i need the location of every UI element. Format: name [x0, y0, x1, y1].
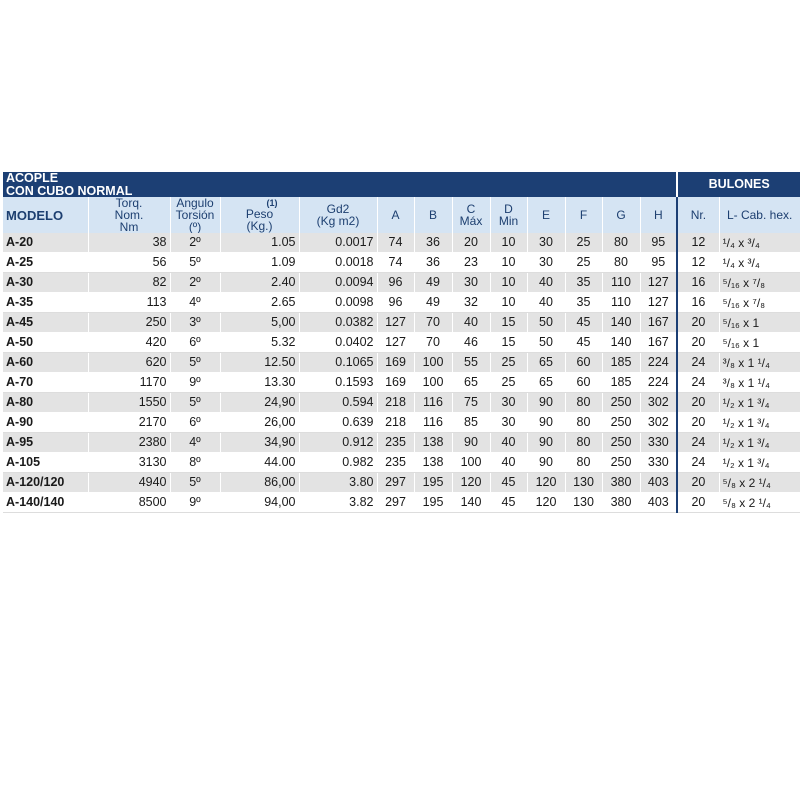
cell-modelo: A-30 — [3, 273, 88, 293]
cell-torq: 620 — [88, 353, 170, 373]
cell-lcab: ¹/₄ x ³/₄ — [719, 233, 800, 253]
cell-angulo: 4º — [170, 433, 220, 453]
cell-a: 297 — [377, 473, 414, 493]
cell-g: 380 — [602, 473, 640, 493]
cell-c: 140 — [452, 493, 490, 513]
cell-peso: 44.00 — [220, 453, 299, 473]
header-d-l1: D — [504, 202, 513, 216]
cell-lcab: ¹/₂ x 1 ³/₄ — [719, 433, 800, 453]
cell-gd2: 0.0094 — [299, 273, 377, 293]
cell-h: 167 — [640, 333, 677, 353]
header-d-l2: Min — [498, 214, 519, 228]
cell-c: 75 — [452, 393, 490, 413]
cell-c: 90 — [452, 433, 490, 453]
table-row — [3, 333, 800, 353]
cell-peso: 5.32 — [220, 333, 299, 353]
cell-angulo: 6º — [170, 413, 220, 433]
cell-a: 74 — [377, 253, 414, 273]
cell-e: 30 — [527, 253, 565, 273]
cell-e: 90 — [527, 413, 565, 433]
cell-b: 100 — [414, 353, 452, 373]
cell-lcab: ¹/₂ x 1 ³/₄ — [719, 413, 800, 433]
table-row — [3, 273, 800, 293]
cell-d: 10 — [490, 273, 527, 293]
header-c-l1: C — [466, 202, 476, 216]
cell-angulo: 5º — [170, 253, 220, 273]
cell-peso: 1.05 — [220, 233, 299, 253]
header-b: B — [414, 197, 452, 233]
cell-gd2: 0.982 — [299, 453, 377, 473]
cell-f: 130 — [565, 473, 602, 493]
table-row — [3, 233, 800, 253]
cell-f: 80 — [565, 453, 602, 473]
cell-a: 96 — [377, 273, 414, 293]
cell-lcab: ⁵/₈ x 2 ¹/₄ — [719, 493, 800, 513]
cell-b: 36 — [414, 253, 452, 273]
cell-modelo: A-90 — [3, 413, 88, 433]
header-h: H — [640, 197, 677, 233]
cell-lcab: ¹/₂ x 1 ³/₄ — [719, 453, 800, 473]
cell-nr: 20 — [677, 413, 719, 433]
cell-angulo: 3º — [170, 313, 220, 333]
cell-b: 138 — [414, 453, 452, 473]
cell-gd2: 0.912 — [299, 433, 377, 453]
cell-c: 23 — [452, 253, 490, 273]
cell-g: 185 — [602, 373, 640, 393]
cell-b: 195 — [414, 473, 452, 493]
cell-lcab: ³/₈ x 1 ¹/₄ — [719, 353, 800, 373]
header-gd2-l2: (Kg m2) — [316, 214, 360, 228]
header-gd2 — [299, 197, 377, 233]
cell-b: 70 — [414, 313, 452, 333]
header-nr: Nr. — [677, 197, 719, 233]
cell-angulo: 5º — [170, 353, 220, 373]
cell-gd2: 0.0018 — [299, 253, 377, 273]
header-torq-l2: Nom. — [114, 208, 144, 222]
cell-gd2: 0.639 — [299, 413, 377, 433]
cell-b: 36 — [414, 233, 452, 253]
cell-h: 167 — [640, 313, 677, 333]
cell-modelo: A-95 — [3, 433, 88, 453]
header-angulo-l3: (º) — [188, 220, 202, 233]
cell-peso: 5,00 — [220, 313, 299, 333]
cell-h: 330 — [640, 453, 677, 473]
cell-e: 65 — [527, 353, 565, 373]
cell-torq: 420 — [88, 333, 170, 353]
cell-nr: 12 — [677, 253, 719, 273]
header-angulo — [170, 197, 220, 233]
cell-gd2: 0.0098 — [299, 293, 377, 313]
coupling-spec-table — [3, 172, 800, 513]
cell-torq: 1550 — [88, 393, 170, 413]
cell-h: 127 — [640, 273, 677, 293]
cell-angulo: 6º — [170, 333, 220, 353]
cell-a: 235 — [377, 453, 414, 473]
cell-modelo: A-20 — [3, 233, 88, 253]
cell-d: 30 — [490, 413, 527, 433]
cell-nr: 20 — [677, 473, 719, 493]
header-e: E — [527, 197, 565, 233]
cell-torq: 8500 — [88, 493, 170, 513]
table-row — [3, 433, 800, 453]
cell-g: 250 — [602, 393, 640, 413]
cell-f: 45 — [565, 313, 602, 333]
cell-nr: 20 — [677, 393, 719, 413]
cell-lcab: ⁵/₁₆ x ⁷/₈ — [719, 293, 800, 313]
cell-nr: 24 — [677, 373, 719, 393]
cell-e: 90 — [527, 393, 565, 413]
cell-lcab: ¹/₄ x ³/₄ — [719, 253, 800, 273]
cell-h: 403 — [640, 473, 677, 493]
cell-d: 25 — [490, 353, 527, 373]
cell-e: 65 — [527, 373, 565, 393]
cell-torq: 2170 — [88, 413, 170, 433]
cell-angulo: 9º — [170, 493, 220, 513]
cell-c: 55 — [452, 353, 490, 373]
table-row — [3, 493, 800, 513]
cell-peso: 86,00 — [220, 473, 299, 493]
cell-b: 138 — [414, 433, 452, 453]
cell-c: 100 — [452, 453, 490, 473]
cell-f: 80 — [565, 433, 602, 453]
cell-nr: 20 — [677, 493, 719, 513]
header-d — [490, 197, 527, 233]
header-modelo: MODELO — [3, 197, 88, 233]
cell-gd2: 0.1593 — [299, 373, 377, 393]
cell-h: 302 — [640, 413, 677, 433]
cell-gd2: 0.0402 — [299, 333, 377, 353]
cell-a: 169 — [377, 353, 414, 373]
title-line-2: CON CUBO NORMAL — [6, 183, 133, 197]
title-row — [3, 172, 800, 197]
cell-g: 110 — [602, 273, 640, 293]
table-row — [3, 373, 800, 393]
cell-b: 116 — [414, 413, 452, 433]
cell-gd2: 0.0382 — [299, 313, 377, 333]
cell-angulo: 8º — [170, 453, 220, 473]
cell-h: 330 — [640, 433, 677, 453]
cell-c: 85 — [452, 413, 490, 433]
cell-g: 185 — [602, 353, 640, 373]
cell-peso: 2.40 — [220, 273, 299, 293]
cell-e: 30 — [527, 233, 565, 253]
table-row — [3, 253, 800, 273]
table-row — [3, 473, 800, 493]
header-peso-note: (1) — [266, 197, 278, 208]
header-peso-l1: Peso — [245, 206, 274, 221]
cell-g: 140 — [602, 333, 640, 353]
cell-e: 40 — [527, 293, 565, 313]
title-line-1: ACOPLE — [6, 172, 59, 185]
cell-e: 90 — [527, 453, 565, 473]
cell-d: 40 — [490, 453, 527, 473]
cell-angulo: 9º — [170, 373, 220, 393]
cell-lcab: ¹/₂ x 1 ³/₄ — [719, 393, 800, 413]
cell-g: 250 — [602, 413, 640, 433]
cell-e: 90 — [527, 433, 565, 453]
cell-gd2: 3.82 — [299, 493, 377, 513]
header-row — [3, 197, 800, 233]
cell-h: 302 — [640, 393, 677, 413]
header-c — [452, 197, 490, 233]
header-torq-l3: Nm — [119, 220, 139, 233]
header-gd2-l1: Gd2 — [326, 202, 350, 216]
cell-h: 403 — [640, 493, 677, 513]
table-title — [3, 172, 677, 197]
cell-lcab: ⁵/₁₆ x 1 — [719, 313, 800, 333]
header-lcab: L- Cab. hex. — [719, 197, 800, 233]
cell-c: 120 — [452, 473, 490, 493]
cell-g: 80 — [602, 233, 640, 253]
cell-lcab: ⁵/₁₆ x 1 — [719, 333, 800, 353]
cell-a: 127 — [377, 333, 414, 353]
cell-d: 15 — [490, 333, 527, 353]
cell-modelo: A-105 — [3, 453, 88, 473]
cell-lcab: ⁵/₈ x 2 ¹/₄ — [719, 473, 800, 493]
cell-f: 130 — [565, 493, 602, 513]
cell-gd2: 0.0017 — [299, 233, 377, 253]
cell-torq: 113 — [88, 293, 170, 313]
header-f: F — [565, 197, 602, 233]
cell-d: 25 — [490, 373, 527, 393]
cell-modelo: A-80 — [3, 393, 88, 413]
cell-f: 35 — [565, 293, 602, 313]
cell-a: 297 — [377, 493, 414, 513]
cell-f: 80 — [565, 413, 602, 433]
cell-g: 250 — [602, 453, 640, 473]
cell-torq: 1170 — [88, 373, 170, 393]
cell-gd2: 0.1065 — [299, 353, 377, 373]
cell-d: 45 — [490, 473, 527, 493]
cell-torq: 56 — [88, 253, 170, 273]
cell-e: 120 — [527, 473, 565, 493]
cell-nr: 20 — [677, 333, 719, 353]
cell-torq: 82 — [88, 273, 170, 293]
cell-d: 30 — [490, 393, 527, 413]
cell-torq: 250 — [88, 313, 170, 333]
cell-torq: 4940 — [88, 473, 170, 493]
cell-f: 60 — [565, 353, 602, 373]
cell-h: 127 — [640, 293, 677, 313]
cell-nr: 12 — [677, 233, 719, 253]
cell-d: 10 — [490, 233, 527, 253]
cell-torq: 38 — [88, 233, 170, 253]
cell-e: 40 — [527, 273, 565, 293]
header-angulo-l2: Torsión — [175, 208, 215, 222]
cell-peso: 12.50 — [220, 353, 299, 373]
cell-b: 70 — [414, 333, 452, 353]
cell-h: 224 — [640, 373, 677, 393]
cell-modelo: A-120/120 — [3, 473, 88, 493]
cell-peso: 2.65 — [220, 293, 299, 313]
cell-peso: 94,00 — [220, 493, 299, 513]
header-torq — [88, 197, 170, 233]
cell-nr: 20 — [677, 313, 719, 333]
cell-b: 116 — [414, 393, 452, 413]
cell-f: 45 — [565, 333, 602, 353]
table-row — [3, 453, 800, 473]
cell-torq: 2380 — [88, 433, 170, 453]
cell-d: 45 — [490, 493, 527, 513]
cell-a: 169 — [377, 373, 414, 393]
cell-peso: 26,00 — [220, 413, 299, 433]
cell-peso: 24,90 — [220, 393, 299, 413]
cell-modelo: A-25 — [3, 253, 88, 273]
cell-c: 32 — [452, 293, 490, 313]
cell-d: 15 — [490, 313, 527, 333]
header-angulo-l1: Angulo — [176, 197, 214, 210]
cell-nr: 24 — [677, 433, 719, 453]
cell-e: 50 — [527, 333, 565, 353]
bulones-title: BULONES — [677, 172, 800, 197]
cell-angulo: 5º — [170, 393, 220, 413]
header-g: G — [602, 197, 640, 233]
cell-d: 10 — [490, 253, 527, 273]
cell-g: 380 — [602, 493, 640, 513]
cell-a: 127 — [377, 313, 414, 333]
cell-angulo: 5º — [170, 473, 220, 493]
cell-peso: 34,90 — [220, 433, 299, 453]
table-row — [3, 393, 800, 413]
cell-peso: 1.09 — [220, 253, 299, 273]
cell-d: 40 — [490, 433, 527, 453]
cell-modelo: A-45 — [3, 313, 88, 333]
cell-b: 100 — [414, 373, 452, 393]
table-row — [3, 353, 800, 373]
cell-c: 20 — [452, 233, 490, 253]
cell-a: 235 — [377, 433, 414, 453]
header-peso-l2: (Kg.) — [246, 218, 273, 233]
table-row — [3, 413, 800, 433]
cell-f: 60 — [565, 373, 602, 393]
cell-modelo: A-60 — [3, 353, 88, 373]
cell-e: 50 — [527, 313, 565, 333]
cell-nr: 24 — [677, 353, 719, 373]
cell-g: 140 — [602, 313, 640, 333]
cell-g: 80 — [602, 253, 640, 273]
cell-f: 25 — [565, 253, 602, 273]
cell-nr: 16 — [677, 273, 719, 293]
cell-a: 74 — [377, 233, 414, 253]
table-row — [3, 313, 800, 333]
cell-h: 224 — [640, 353, 677, 373]
cell-g: 110 — [602, 293, 640, 313]
cell-gd2: 0.594 — [299, 393, 377, 413]
cell-h: 95 — [640, 253, 677, 273]
header-c-l2: Máx — [459, 214, 483, 228]
cell-modelo: A-50 — [3, 333, 88, 353]
cell-modelo: A-35 — [3, 293, 88, 313]
cell-angulo: 2º — [170, 273, 220, 293]
cell-f: 80 — [565, 393, 602, 413]
cell-lcab: ³/₈ x 1 ¹/₄ — [719, 373, 800, 393]
cell-f: 35 — [565, 273, 602, 293]
cell-angulo: 4º — [170, 293, 220, 313]
cell-b: 195 — [414, 493, 452, 513]
cell-modelo: A-70 — [3, 373, 88, 393]
cell-peso: 13.30 — [220, 373, 299, 393]
cell-c: 46 — [452, 333, 490, 353]
cell-a: 218 — [377, 413, 414, 433]
cell-a: 96 — [377, 293, 414, 313]
cell-g: 250 — [602, 433, 640, 453]
cell-c: 40 — [452, 313, 490, 333]
cell-lcab: ⁵/₁₆ x ⁷/₈ — [719, 273, 800, 293]
cell-angulo: 2º — [170, 233, 220, 253]
cell-gd2: 3.80 — [299, 473, 377, 493]
header-a: A — [377, 197, 414, 233]
cell-d: 10 — [490, 293, 527, 313]
cell-b: 49 — [414, 293, 452, 313]
header-peso — [220, 197, 299, 233]
cell-torq: 3130 — [88, 453, 170, 473]
cell-c: 65 — [452, 373, 490, 393]
cell-nr: 16 — [677, 293, 719, 313]
cell-h: 95 — [640, 233, 677, 253]
table-row — [3, 293, 800, 313]
cell-b: 49 — [414, 273, 452, 293]
cell-e: 120 — [527, 493, 565, 513]
cell-nr: 24 — [677, 453, 719, 473]
cell-modelo: A-140/140 — [3, 493, 88, 513]
cell-a: 218 — [377, 393, 414, 413]
header-torq-l1: Torq. — [115, 197, 143, 210]
cell-c: 30 — [452, 273, 490, 293]
cell-f: 25 — [565, 233, 602, 253]
